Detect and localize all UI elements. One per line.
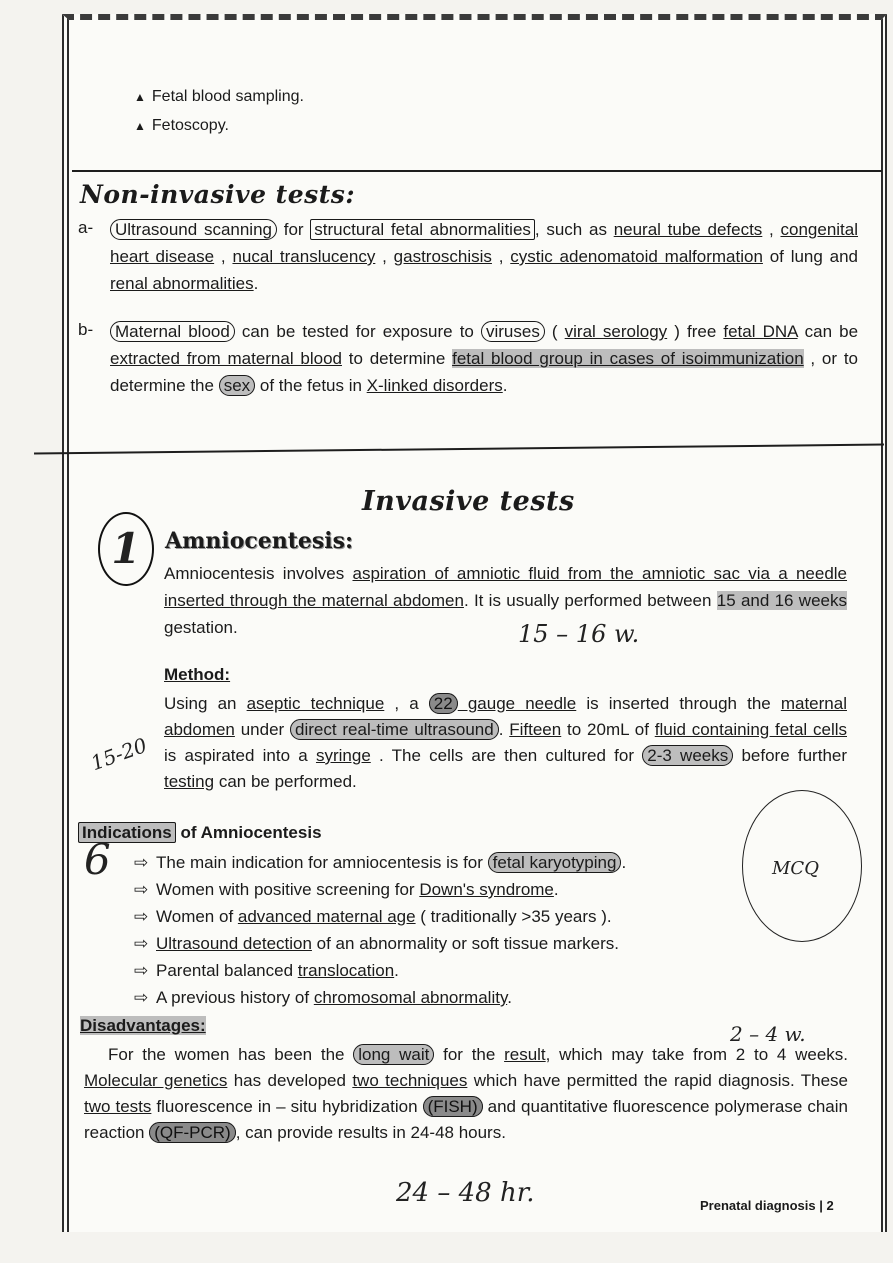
handwritten-mcq: MCQ xyxy=(772,858,819,879)
section-number: 1 xyxy=(111,524,141,573)
text-segment: fluorescence in – situ hybridization xyxy=(151,1097,423,1116)
text-segment: . xyxy=(553,880,559,899)
testing-term: testing xyxy=(164,772,215,791)
nucal-term: nucal translucency xyxy=(232,247,376,266)
maternal-age-term: advanced maternal age xyxy=(237,907,416,926)
x-linked-term: X-linked disorders xyxy=(366,376,503,395)
non-invasive-item-a xyxy=(78,216,858,297)
text-segment: The main indication for amniocentesis is for xyxy=(156,853,488,872)
page-footer: Prenatal diagnosis | 2 xyxy=(700,1198,834,1213)
indication-item xyxy=(134,984,774,1011)
extracted-term: extracted from maternal blood xyxy=(110,349,342,368)
text-segment: ( traditionally >35 years ). xyxy=(415,907,612,926)
maternal-abdomen-term: maternal abdomen xyxy=(164,694,847,739)
structural-abnormalities-term: structural fetal abnormalities xyxy=(310,219,535,240)
text-segment: and quantitative fluorescence polymerase chain reaction xyxy=(84,1097,848,1142)
text-segment: under xyxy=(234,720,290,739)
two-tests-term: two tests xyxy=(84,1097,152,1116)
text-segment: for xyxy=(277,220,311,239)
item-a-marker: a- xyxy=(78,218,94,237)
syringe-term: syringe xyxy=(315,746,371,765)
item-a-text xyxy=(110,216,858,297)
method-text xyxy=(164,691,847,795)
handwritten-weeks-note: 15 – 16 w. xyxy=(518,620,640,648)
disadvantages-title: Disadvantages: xyxy=(80,1016,206,1035)
indications-rest: of Amniocentesis xyxy=(175,823,322,842)
karyotyping-term: fetal karyotyping xyxy=(488,852,622,873)
text-segment: before further xyxy=(733,746,848,765)
indication-item xyxy=(134,876,774,903)
bullet-fetoscopy xyxy=(134,117,229,135)
handwritten-six: 6 xyxy=(84,835,111,884)
text-segment: , a xyxy=(384,694,429,713)
arrow-right-icon: ⇨ xyxy=(134,934,149,953)
arrow-right-icon: ⇨ xyxy=(134,907,149,926)
text-segment: . xyxy=(507,988,512,1007)
section-number-circle xyxy=(98,512,154,586)
bullet-arrow-icon: ▲ xyxy=(134,90,146,104)
congenital-heart-term: congenital heart disease xyxy=(110,220,859,266)
renal-term: renal abnormalities xyxy=(110,274,254,293)
text-segment: , such as xyxy=(534,220,614,239)
text-segment: of an abnormality or soft tissue markers. xyxy=(311,934,619,953)
fetal-cells-term: fluid containing fetal cells xyxy=(654,720,847,739)
arrow-right-icon: ⇨ xyxy=(134,961,149,980)
qf-pcr-term: (QF-PCR) xyxy=(149,1122,235,1143)
culture-weeks-term: 2-3 weeks xyxy=(642,745,733,766)
text-segment: A previous history of xyxy=(156,988,314,1007)
text-segment: Parental balanced xyxy=(156,961,298,980)
text-segment: , xyxy=(491,247,511,266)
text-segment: . The cells are then cultured for xyxy=(370,746,643,765)
fish-term: (FISH) xyxy=(423,1096,483,1117)
text-segment: to 20mL of xyxy=(561,720,655,739)
fetal-blood-group-term: fetal blood group in cases of isoimmunization xyxy=(452,349,804,368)
disadvantages-heading xyxy=(80,1016,206,1036)
cystic-term: cystic adenomatoid malformation xyxy=(510,247,763,266)
text-segment: , xyxy=(375,247,394,266)
text-segment: Using an xyxy=(164,694,247,713)
text-segment: . xyxy=(621,853,627,872)
amniocentesis-title: Amniocentesis: xyxy=(165,528,354,554)
indication-item xyxy=(134,903,774,930)
bullet-arrow-icon: ▲ xyxy=(134,119,146,133)
text-segment: , or to determine the xyxy=(110,349,858,395)
viruses-term: viruses xyxy=(481,321,545,342)
text-segment: , xyxy=(762,220,781,239)
text-segment: has developed xyxy=(227,1071,353,1090)
gauge-needle-term: gauge needle xyxy=(457,694,577,713)
section-divider xyxy=(72,170,882,172)
text-segment: of lung and xyxy=(762,247,858,266)
weeks-term: 15 and 16 weeks xyxy=(716,591,847,610)
non-invasive-heading: Non-invasive tests: xyxy=(80,180,356,209)
gastroschisis-term: gastroschisis xyxy=(393,247,492,266)
arrow-right-icon: ⇨ xyxy=(134,880,149,899)
bullet-fetal-blood-sampling xyxy=(134,88,304,106)
text-segment: gestation. xyxy=(164,618,238,637)
text-segment: . xyxy=(253,274,259,293)
text-segment: of the fetus in xyxy=(255,376,367,395)
sex-term: sex xyxy=(219,375,255,396)
indications-heading xyxy=(78,823,322,843)
two-techniques-term: two techniques xyxy=(352,1071,468,1090)
handwritten-hours-note: 24 – 48 hr. xyxy=(396,1178,535,1208)
indication-item xyxy=(134,849,774,876)
text-segment: Women with positive screening for xyxy=(156,880,420,899)
bullet-text: Fetoscopy. xyxy=(151,117,229,134)
text-segment: . xyxy=(502,376,508,395)
text-segment: is inserted through the xyxy=(576,694,781,713)
long-wait-term: long wait xyxy=(353,1044,434,1065)
text-segment: Amniocentesis involves xyxy=(164,564,353,583)
chromosomal-term: chromosomal abnormality xyxy=(313,988,508,1007)
gauge-number: 22 xyxy=(429,693,458,714)
indications-word: Indications xyxy=(78,822,176,843)
indication-item xyxy=(134,957,774,984)
text-segment: . It is usually performed between xyxy=(463,591,717,610)
non-invasive-item-b xyxy=(78,318,858,399)
text-segment: , which may take from 2 to 4 weeks. xyxy=(545,1045,849,1064)
ultrasound-detection-term: Ultrasound detection xyxy=(156,934,312,953)
text-segment: . xyxy=(394,961,399,980)
molecular-genetics-term: Molecular genetics xyxy=(84,1071,228,1090)
indication-item xyxy=(134,930,774,957)
indications-list xyxy=(134,849,774,1011)
text-segment: can be xyxy=(797,322,859,341)
text-segment: is aspirated into a xyxy=(164,746,316,765)
aseptic-term: aseptic technique xyxy=(246,694,385,713)
item-b-text xyxy=(110,318,858,399)
downs-term: Down's syndrome xyxy=(419,880,554,899)
text-segment: , can provide results in 24-48 hours. xyxy=(235,1123,506,1142)
item-b-marker: b- xyxy=(78,320,94,339)
neural-tube-term: neural tube defects xyxy=(613,220,763,239)
aspiration-term: aspiration of amniotic fluid from the amniotic sac via a needle inserted through the maternal abdomen xyxy=(164,564,848,610)
handwritten-two-four: 2 – 4 w. xyxy=(730,1022,806,1046)
result-term: result xyxy=(504,1045,546,1064)
text-segment: can be tested for exposure to xyxy=(234,322,481,341)
fifteen-term: Fifteen xyxy=(509,720,562,739)
text-segment: for the xyxy=(434,1045,505,1064)
arrow-right-icon: ⇨ xyxy=(134,853,149,872)
text-segment: to determine xyxy=(341,349,453,368)
ultrasound-term: direct real-time ultrasound xyxy=(290,719,499,740)
amniocentesis-intro xyxy=(164,560,847,641)
arrow-right-icon: ⇨ xyxy=(134,988,149,1007)
ultrasound-scanning-term: Ultrasound scanning xyxy=(110,219,277,240)
text-segment: For the women has been the xyxy=(108,1045,354,1064)
text-segment: , xyxy=(214,247,233,266)
disadvantages-text xyxy=(84,1042,848,1146)
text-segment: which have permitted the rapid diagnosis. These xyxy=(467,1071,848,1090)
bullet-text: Fetal blood sampling. xyxy=(151,88,304,105)
translocation-term: translocation xyxy=(297,961,395,980)
text-segment: . xyxy=(498,720,510,739)
viral-serology-term: viral serology xyxy=(564,322,668,341)
invasive-heading: Invasive tests xyxy=(362,486,575,517)
method-heading: Method: xyxy=(164,665,231,684)
text-segment: ) free xyxy=(667,322,724,341)
fetal-dna-term: fetal DNA xyxy=(723,322,798,341)
maternal-blood-term: Maternal blood xyxy=(110,321,235,342)
text-segment: ( xyxy=(544,322,565,341)
text-segment: can be performed. xyxy=(214,772,357,791)
text-segment: Women of xyxy=(156,907,238,926)
handwritten-volume-note: 15-20 xyxy=(87,732,151,776)
